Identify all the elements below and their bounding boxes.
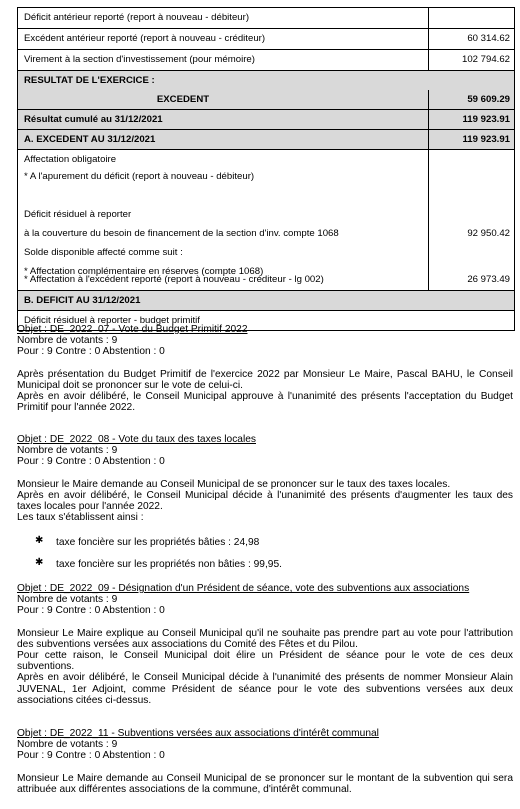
nombre-votants: Nombre de votants : 9 [17,335,118,347]
votes-line: Pour : 9 Contre : 0 Abstention : 0 [17,456,165,468]
cumule-label: Résultat cumulé au 31/12/2021 [24,114,163,125]
deficit-budget-label: Déficit résiduel à reporter - budget primitif [24,315,200,326]
resultat-label: RESULTAT DE L'EXERCICE : [24,75,155,86]
bullet-icon: ✱ [35,557,44,568]
objet-title: Objet : DE_2022_08 - Vote du taux des taxes locales [17,434,256,445]
affectation-resultat-table [17,7,515,331]
objet-de-2022-09 [17,583,513,706]
paragraph: Pour cette raison, le Conseil Municipal doit élire un Président de séance pour le vote de ces deux subventions. [17,650,513,673]
affectation-excedent-label: * Affectation à l'excédent reporté (report à nouveau - créditeur - lg 002) [24,274,324,285]
paragraph: Monsieur le Maire demande au Conseil Municipal de se prononcer sur le taux des taxes locales. [17,478,451,490]
row-label: Déficit antérieur reporté (report à nouveau - débiteur) [24,12,250,23]
affectation-excedent-row [18,270,514,291]
paragraph: Après en avoir délibéré, le Conseil Municipal décide à l'unanimité des présents d'augmenter les taux des taxes locales pour l'année 2022. [17,489,513,513]
excedent-row [18,90,514,110]
section-a-value: 119 923.91 [462,134,510,145]
bullet-icon: ✱ [35,535,44,546]
affectation-obligatoire: Affectation obligatoire [24,154,117,165]
section-b-row [18,291,514,311]
table-row [18,29,514,50]
couverture-value: 92 950.42 [467,228,510,239]
nombre-votants: Nombre de votants : 9 [17,445,118,457]
excedent-label: EXCEDENT [156,94,210,105]
paragraph: Monsieur Le Maire explique au Conseil Municipal qu'il ne souhaite pas prendre part au vote pour l'attribution des subventions versées aux associations du Comité des Fêtes et du Pilou. [17,627,513,650]
row-label: Excédent antérieur reporté (report à nouveau - créditeur) [24,33,266,44]
table-row [18,8,514,29]
section-b-label: B. DEFICIT AU 31/12/2021 [24,295,141,306]
paragraph: Après présentation du Budget Primitif de l'exercice 2022 par Monsieur Le Maire, Pascal BAHU, le Conseil Municipal doit se prononcer sur le vote de celui-ci. [17,368,513,391]
cumule-value: 119 923.91 [462,114,510,125]
row-value: 60 314.62 [467,33,510,44]
couverture-line: à la couverture du besoin de financement de la section d'inv. compte 1068 [24,228,339,239]
bullet-text: taxe foncière sur les propriétés non bâties : 99,95. [56,559,282,570]
cumule-row [18,110,514,130]
row-label: Virement à la section d'investissement (pour mémoire) [24,54,255,65]
deficit-residuel-line: Déficit résiduel à reporter [24,209,132,220]
row-value: 102 794.62 [461,54,510,65]
section-a-row [18,130,514,150]
objet-title: Objet : DE_2022_07 - Vote du Budget Primitif 2022 [17,324,248,335]
objet-title: Objet : DE_2022_09 - Désignation d'un Président de séance, vote des subventions aux associations [17,583,470,594]
paragraph: Monsieur Le Maire demande au Conseil Municipal de se prononcer sur le montant de la subvention qui sera attribuée aux différentes associations de la commune, d'intérêt communal. [17,772,513,795]
affectation-complementaire-line: * Affectation complémentaire en réserves (compte 1068) [24,266,264,277]
solde-line: Solde disponible affecté comme suit : [24,247,183,258]
objet-de-2022-11 [17,728,513,795]
apurement-line: * A l'apurement du déficit (report à nouveau - débiteur) [24,171,255,182]
table-row [18,50,514,71]
nombre-votants: Nombre de votants : 9 [17,594,118,606]
section-a-label: A. EXCEDENT AU 31/12/2021 [24,134,156,145]
affectation-excedent-value: 26 973.49 [467,274,510,285]
excedent-value: 59 609.29 [467,94,510,105]
resultat-exercice-row [18,71,514,90]
nombre-votants: Nombre de votants : 9 [17,739,118,751]
objet-de-2022-07 [17,324,513,413]
paragraph: Après en avoir délibéré, le Conseil Municipal approuve à l'unanimité des présents l'acceptation du Budget Primitif pour l'année 2022. [17,391,513,414]
votes-line: Pour : 9 Contre : 0 Abstention : 0 [17,750,165,762]
votes-line: Pour : 9 Contre : 0 Abstention : 0 [17,605,165,617]
objet-title: Objet : DE_2022_11 - Subventions versées aux associations d'intérêt communal [17,728,379,739]
bullet-text: taxe foncière sur les propriétés bâties : 24,98 [56,537,260,548]
paragraph: Les taux s'établissent ainsi : [17,512,144,524]
objet-de-2022-08 [17,434,513,523]
paragraph: Après en avoir délibéré, le Conseil Municipal décide à l'unanimité des présents de nommer Monsieur Alain JUVENAL, 1er Adjoint, comme Président de séance pour le vote des subventions versées aux deux associations citées ci-dessus. [17,672,513,706]
votes-line: Pour : 9 Contre : 0 Abstention : 0 [17,346,165,358]
